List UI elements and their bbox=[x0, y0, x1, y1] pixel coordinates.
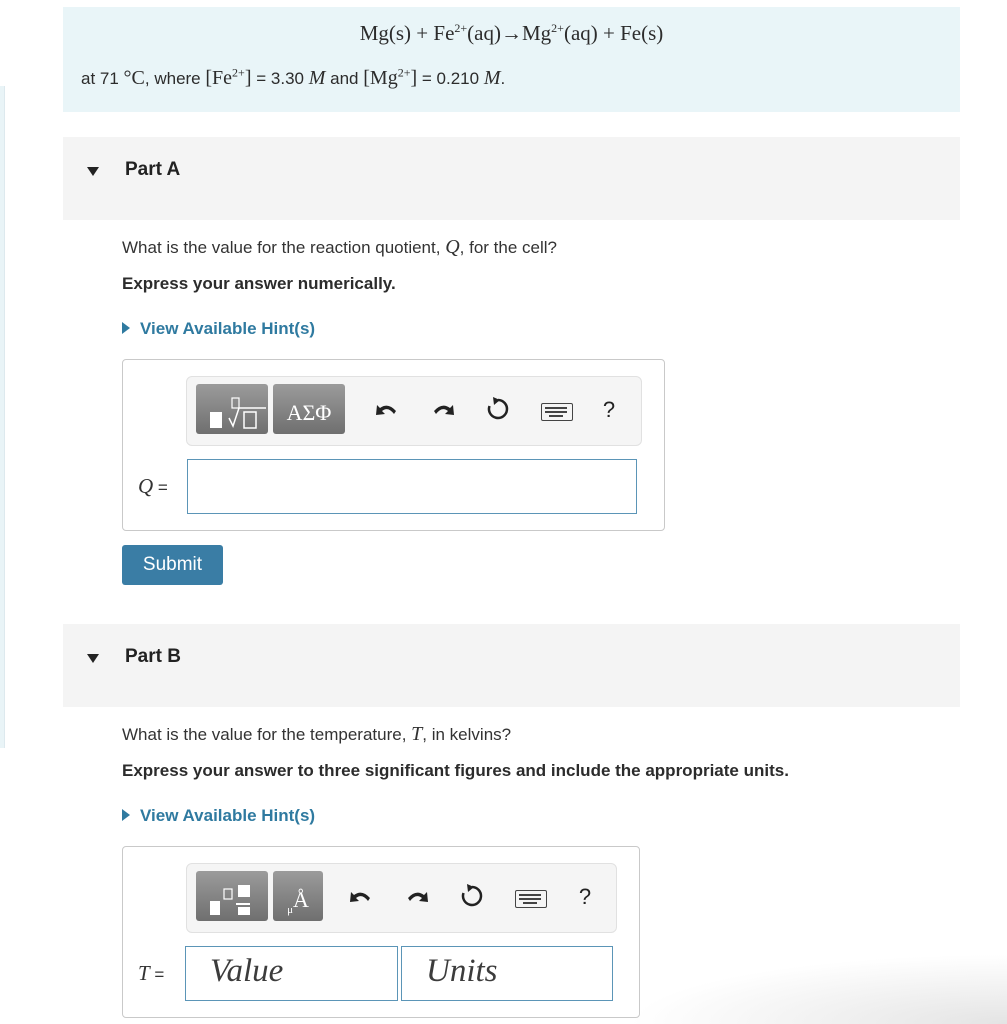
part-b-instruction: Express your answer to three significant figures and include the appropriate units. bbox=[122, 761, 789, 780]
part-a-hint-link[interactable] bbox=[122, 319, 315, 339]
temperature-value: at 71 bbox=[81, 69, 119, 88]
undo-icon[interactable] bbox=[373, 397, 401, 427]
keyboard-icon[interactable] bbox=[513, 888, 549, 914]
part-a-question: What is the value for the reaction quotient, Q, for the cell? bbox=[122, 236, 557, 258]
mg-concentration: $[Mg^{2+}]$ bbox=[363, 65, 418, 89]
part-a-math-toolbar bbox=[186, 376, 642, 446]
molarity-unit: M bbox=[308, 67, 326, 89]
greek-symbols-button[interactable] bbox=[273, 384, 345, 434]
reaction-conditions bbox=[81, 67, 505, 90]
redo-icon[interactable] bbox=[403, 884, 431, 914]
part-b-answer-box bbox=[122, 846, 640, 1018]
collapse-triangle-icon[interactable] bbox=[87, 167, 99, 176]
reaction-arrow: → bbox=[500, 21, 522, 45]
help-icon[interactable] bbox=[597, 397, 621, 423]
reactant-mg: Mg(s) bbox=[359, 21, 412, 45]
sqrt-template-icon[interactable] bbox=[196, 384, 268, 434]
product-fe: Fe(s) bbox=[620, 21, 664, 45]
part-a-title: Part A bbox=[125, 159, 181, 180]
and-text: and bbox=[330, 69, 359, 88]
units-mu-mark: μ bbox=[287, 904, 293, 916]
temperature-unit: °C bbox=[123, 67, 145, 89]
plus-sign: + bbox=[416, 21, 429, 45]
part-a-answer-box bbox=[122, 359, 665, 531]
submit-button[interactable]: Submit bbox=[122, 545, 223, 585]
hint-label: View Available Hint(s) bbox=[140, 806, 316, 825]
fe-concentration: $[Fe^{2+}]$ bbox=[205, 65, 252, 89]
units-placeholder: Units bbox=[426, 953, 498, 989]
part-a-header[interactable] bbox=[63, 137, 960, 220]
reset-icon[interactable] bbox=[457, 882, 487, 916]
help-label: ? bbox=[578, 884, 592, 909]
mg-value: = 0.210 bbox=[421, 69, 480, 88]
value-input[interactable] bbox=[185, 946, 398, 1001]
t-variable-label: T = bbox=[138, 961, 165, 985]
collapse-triangle-icon[interactable] bbox=[87, 654, 99, 663]
expand-arrow-icon bbox=[122, 809, 130, 821]
part-a-instruction: Express your answer numerically. bbox=[122, 274, 396, 293]
units-symbols-button[interactable] bbox=[273, 871, 323, 921]
part-b-title: Part B bbox=[125, 646, 181, 667]
reactant-fe-ion: $Fe^{2+}(aq)$ bbox=[433, 21, 501, 45]
q-answer-input[interactable] bbox=[187, 459, 637, 514]
units-input[interactable] bbox=[401, 946, 613, 1001]
redo-icon[interactable] bbox=[429, 397, 457, 427]
part-b-math-toolbar bbox=[186, 863, 617, 933]
part-b-header[interactable] bbox=[63, 624, 960, 707]
value-placeholder: Value bbox=[210, 953, 284, 989]
part-b-hint-link[interactable] bbox=[122, 806, 315, 826]
help-icon[interactable] bbox=[573, 884, 597, 910]
period: . bbox=[500, 69, 506, 88]
reaction-equation bbox=[63, 21, 960, 46]
undo-icon[interactable] bbox=[347, 884, 375, 914]
angstrom-label: Å bbox=[293, 887, 309, 912]
left-sidebar-strip bbox=[0, 86, 5, 748]
molarity-unit: M bbox=[483, 67, 501, 89]
template-icon[interactable] bbox=[196, 871, 268, 921]
fe-value: = 3.30 bbox=[256, 69, 304, 88]
plus-sign: + bbox=[603, 21, 615, 45]
problem-statement bbox=[63, 7, 960, 112]
greek-label: ΑΣΦ bbox=[286, 400, 332, 425]
help-label: ? bbox=[602, 397, 616, 422]
reset-icon[interactable] bbox=[483, 395, 513, 429]
q-variable-label: Q = bbox=[138, 474, 168, 498]
expand-arrow-icon bbox=[122, 322, 130, 334]
product-mg-ion: $Mg^{2+}(aq)$ bbox=[521, 21, 598, 45]
corner-shadow bbox=[627, 954, 1007, 1024]
part-b-question: What is the value for the temperature, T, in kelvins? bbox=[122, 723, 512, 745]
where-text: , where bbox=[144, 69, 201, 88]
hint-label: View Available Hint(s) bbox=[140, 319, 316, 338]
keyboard-icon[interactable] bbox=[539, 401, 575, 427]
